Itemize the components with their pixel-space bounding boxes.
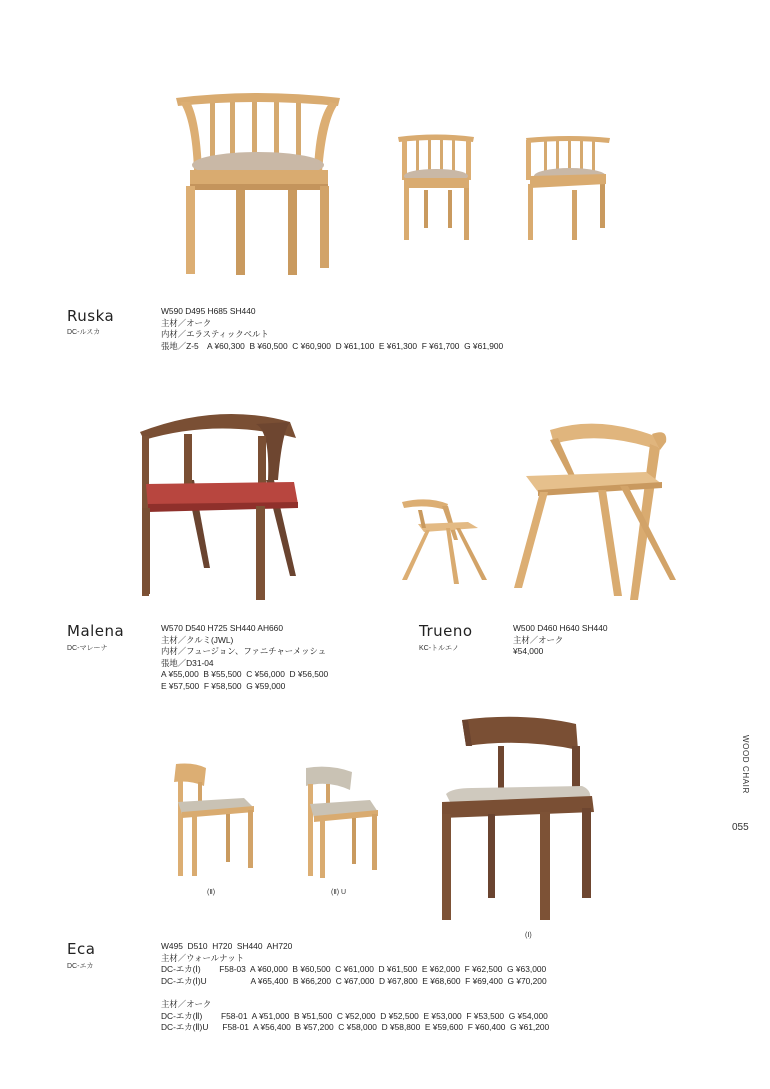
ruska-chair-small-angled-image	[520, 132, 614, 246]
section-side-label: WOOD CHAIR	[741, 735, 750, 794]
eca-product-name: Eca	[67, 940, 96, 958]
ruska-chair-small-front-image	[394, 132, 478, 246]
malena-product-name: Malena	[67, 622, 125, 640]
page-number: 055	[732, 822, 749, 833]
eca-ii-u-chair-image	[294, 764, 384, 884]
ruska-spec-dimensions: W590 D495 H685 SH440	[161, 306, 256, 316]
trueno-spec-main-material: 主材／オーク	[513, 634, 564, 645]
ruska-spec-prices: 張地／Z-5 A ¥60,300 B ¥60,500 C ¥60,900 D ¥61,100 E ¥61,300 F ¥61,700 G ¥61,900	[161, 340, 504, 351]
eca-spec-ii-prices: DC-エカ(Ⅱ) F58-01 A ¥51,000 B ¥51,500 C ¥52,000 D ¥52,500 E ¥53,000 F ¥53,500 G ¥54,000	[161, 1010, 548, 1021]
eca-spec-i-prices: DC-エカ(Ⅰ) F58-03 A ¥60,000 B ¥60,500 C ¥61,000 D ¥61,500 E ¥62,000 F ¥62,500 G ¥63,000	[161, 964, 547, 975]
eca-spec-dimensions: W495 D510 H720 SH440 AH720	[161, 941, 293, 951]
eca-spec-i-u-prices: DC-エカ(Ⅰ)U A ¥65,400 B ¥66,200 C ¥67,000 D ¥67,800 E ¥68,600 F ¥69,400 G ¥70,200	[161, 975, 547, 986]
malena-product-code: DC-マレーナ	[67, 645, 108, 652]
trueno-chair-large-image	[510, 420, 676, 606]
eca-spec-ii-u-prices: DC-エカ(Ⅱ)U F58-01 A ¥56,400 B ¥57,200 C ¥58,000 D ¥58,800 E ¥59,600 F ¥60,400 G ¥61,200	[161, 1022, 550, 1033]
malena-spec-main-material: 主材／クルミ(JWL)	[161, 634, 234, 645]
eca-spec-main-material-oak: 主材／オーク	[161, 998, 212, 1009]
malena-chair-image	[138, 408, 306, 602]
eca-ii-chair-image	[164, 762, 260, 880]
trueno-product-code: KC-トルエノ	[419, 645, 460, 652]
eca-spec-main-material-walnut: 主材／ウォールナット	[161, 952, 245, 963]
eca-ii-u-caption: (Ⅱ) U	[331, 889, 347, 896]
eca-ii-caption: (Ⅱ)	[207, 889, 216, 896]
ruska-spec-block	[161, 306, 503, 352]
malena-spec-prices-1: A ¥55,000 B ¥55,500 C ¥56,000 D ¥56,500	[161, 669, 329, 680]
malena-spec-dimensions: W570 D540 H725 SH440 AH660	[161, 623, 283, 633]
ruska-product-name: Ruska	[67, 307, 115, 325]
ruska-spec-main-material: 主材／オーク	[161, 317, 212, 328]
malena-spec-upholstery: 張地／D31-04	[161, 657, 214, 668]
malena-spec-prices-2: E ¥57,500 F ¥58,500 G ¥59,000	[161, 680, 286, 691]
ruska-product-code: DC-ルスカ	[67, 329, 101, 336]
malena-spec-inner-material: 内材／フュージョン、ファニチャーメッシュ	[161, 646, 327, 657]
ruska-chair-large-image	[170, 90, 345, 290]
trueno-spec-block	[513, 623, 608, 658]
eca-spec-spacer	[161, 987, 549, 999]
eca-spec-block	[161, 941, 549, 1034]
trueno-chair-small-image	[398, 494, 488, 588]
ruska-spec-inner-material: 内材／エラスティックベルト	[161, 329, 269, 340]
eca-i-chair-image	[432, 716, 608, 922]
eca-product-code: DC-エカ	[67, 963, 94, 970]
eca-i-caption: (Ⅰ)	[525, 932, 532, 939]
trueno-spec-price: ¥54,000	[513, 646, 544, 657]
malena-spec-block	[161, 623, 328, 693]
trueno-spec-dimensions: W500 D460 H640 SH440	[513, 623, 608, 633]
trueno-product-name: Trueno	[419, 622, 473, 640]
